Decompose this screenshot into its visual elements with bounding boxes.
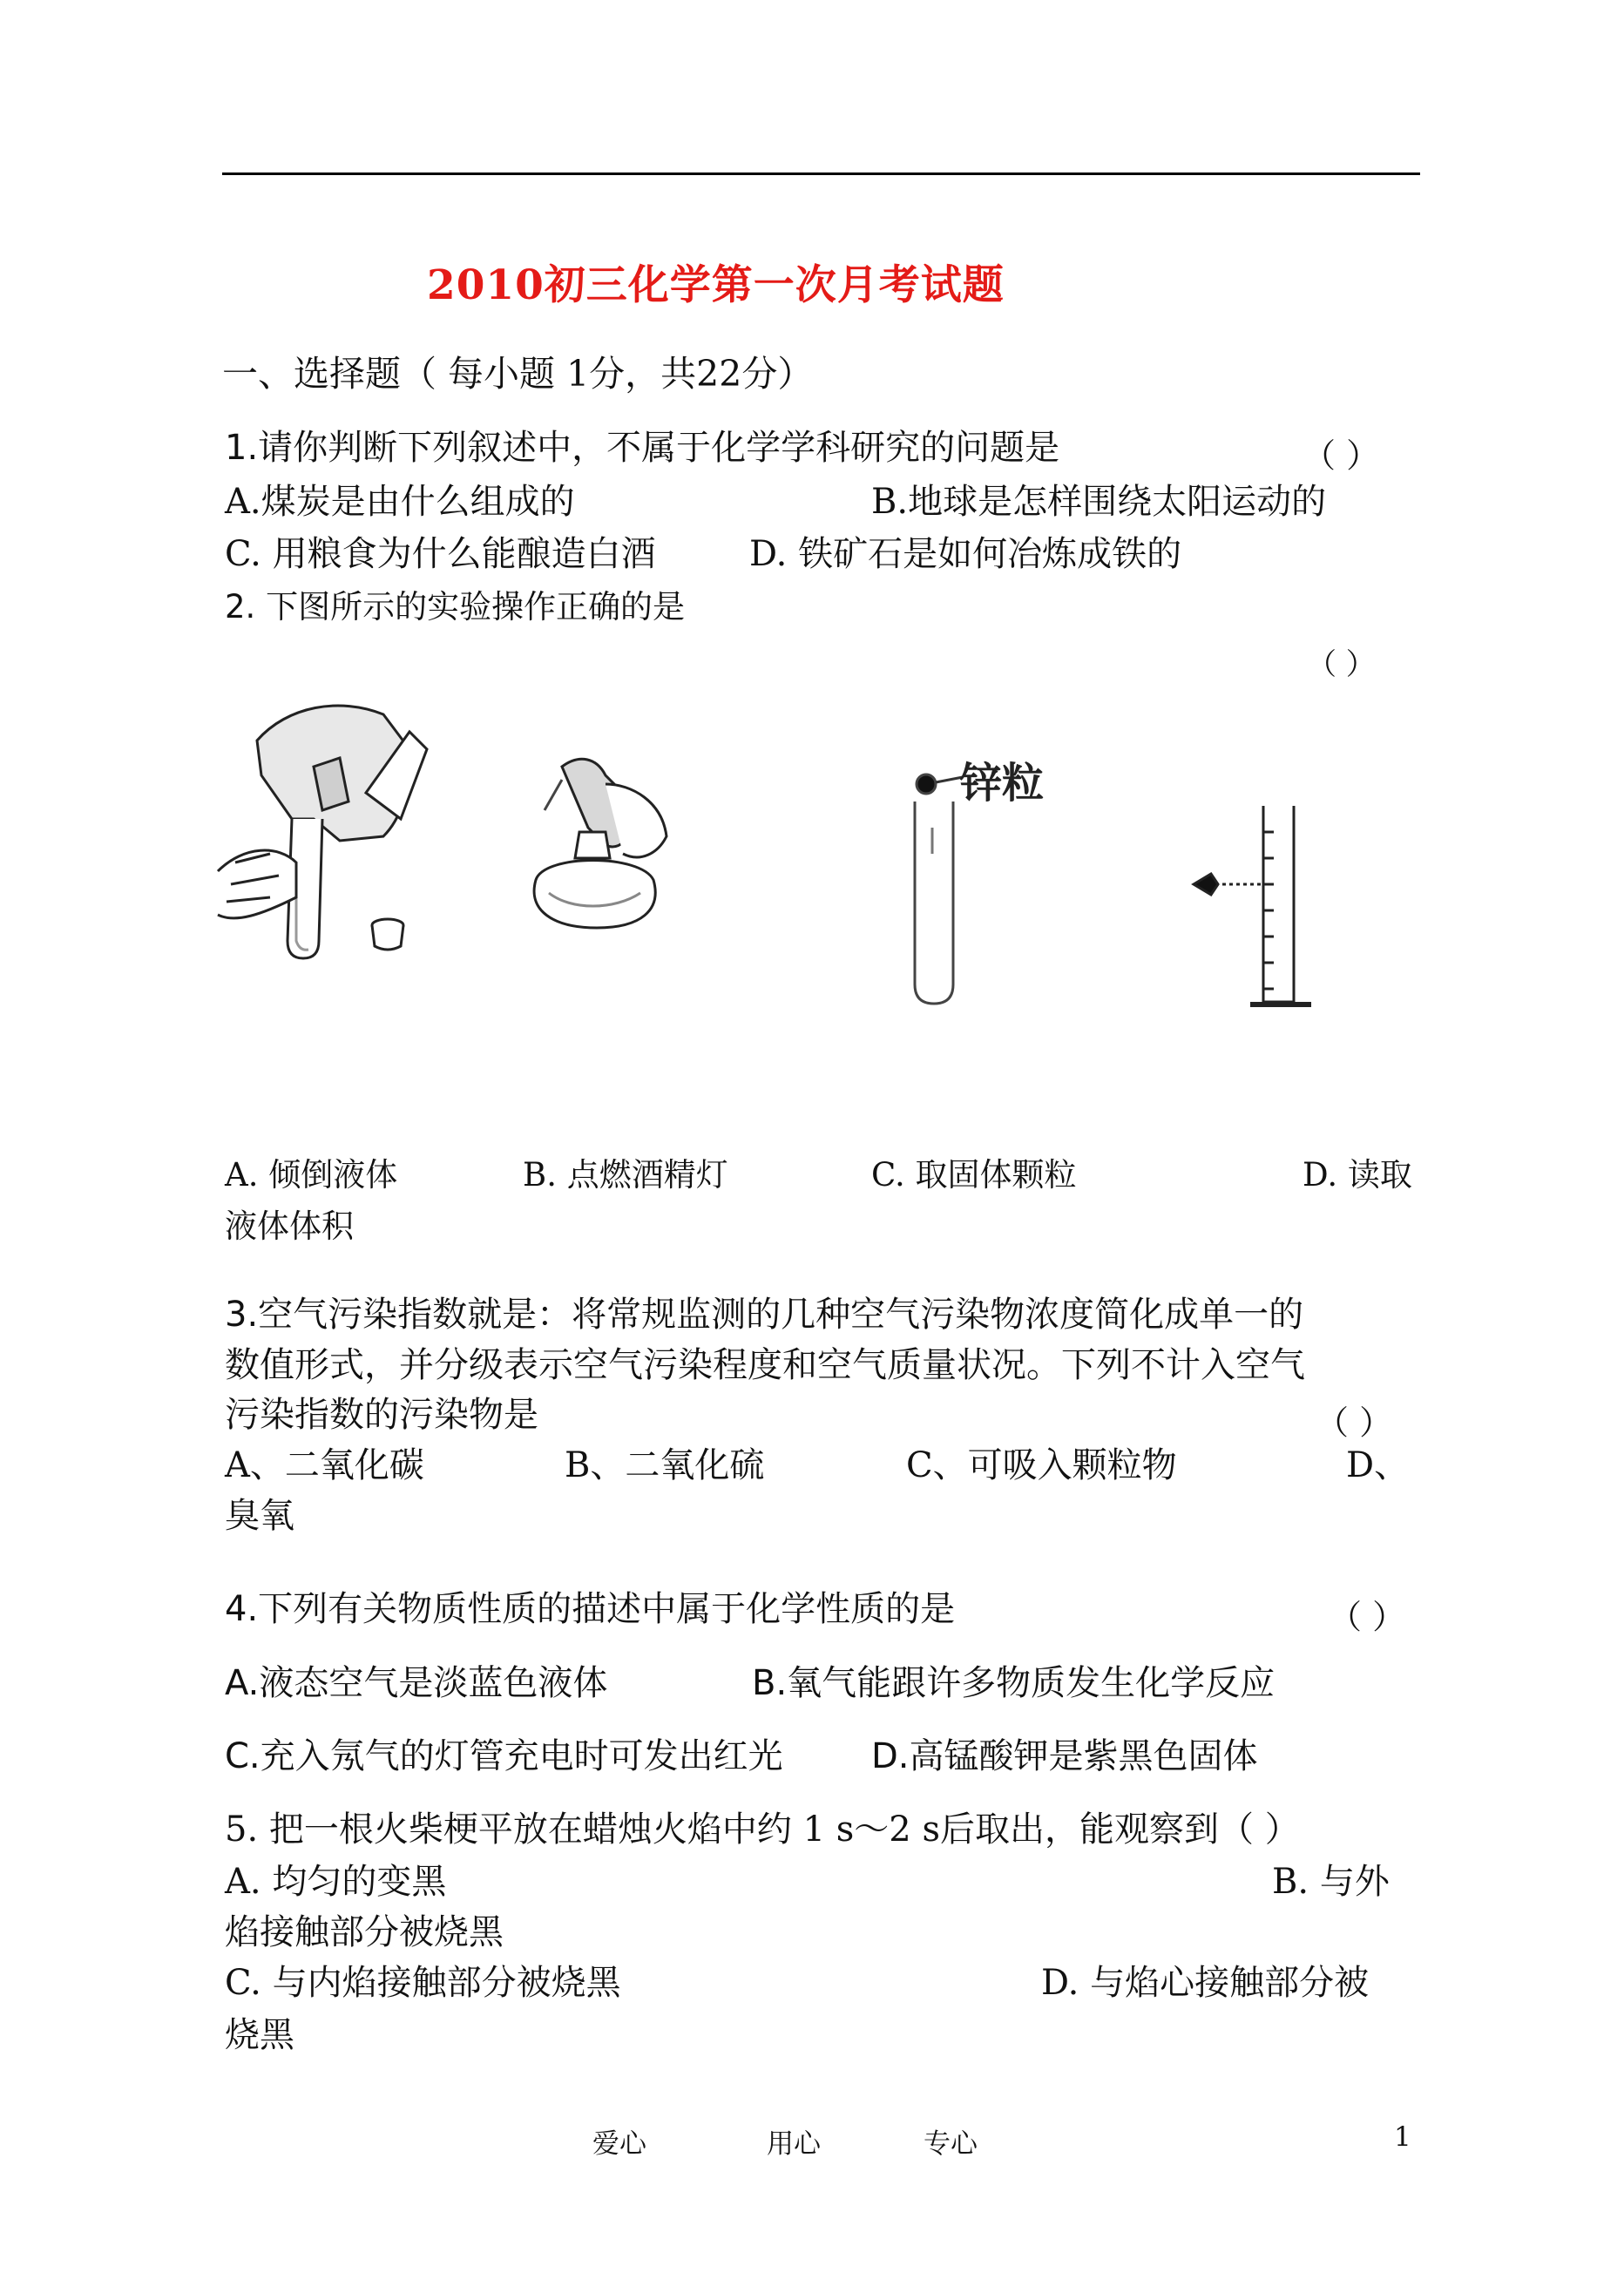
q2-option-b: B. 点燃酒精灯 xyxy=(523,1156,728,1194)
q1-stem: 1.请你判断下列叙述中，不属于化学学科研究的问题是 xyxy=(225,428,1060,468)
q2-option-d-cont: 液体体积 xyxy=(225,1207,354,1245)
footer-right: 专心 xyxy=(924,2128,978,2160)
q2-stem: 2. 下图所示的实验操作正确的是 xyxy=(225,588,686,626)
q4-stem: 4.下列有关物质性质的描述中属于化学性质的是 xyxy=(225,1589,956,1629)
q3-option-b: B、二氧化硫 xyxy=(565,1445,765,1485)
figure-alcohol-lamp xyxy=(510,749,684,941)
q5-option-d: D. 与焰心接触部分被 xyxy=(1041,1963,1370,2003)
q4-option-a: A.液态空气是淡蓝色液体 xyxy=(225,1663,608,1703)
q3-option-d: D、 xyxy=(1346,1445,1410,1485)
page-number: 1 xyxy=(1394,2121,1411,2153)
footer-left: 爱心 xyxy=(592,2128,646,2160)
q2-option-a: A. 倾倒液体 xyxy=(225,1156,398,1194)
q2-answer-paren: （ ） xyxy=(1307,647,1376,682)
q2-option-d: D. 读取 xyxy=(1303,1156,1412,1194)
q3-option-a: A、二氧化碳 xyxy=(225,1445,424,1485)
q1-option-c: C. 用粮食为什么能酿造白酒 xyxy=(225,534,656,574)
q3-option-c: C、可吸入颗粒物 xyxy=(906,1445,1177,1485)
q1-option-b: B.地球是怎样围绕太阳运动的 xyxy=(871,482,1327,522)
q5-stem: 5. 把一根火柴梗平放在蜡烛火焰中约 1 s～2 s后取出，能观察到（ ） xyxy=(225,1809,1300,1850)
q4-option-d: D.高锰酸钾是紫黑色固体 xyxy=(871,1736,1258,1776)
q3-option-d-cont: 臭氧 xyxy=(225,1496,294,1536)
q5-option-b-cont: 焰接触部分被烧黑 xyxy=(225,1912,504,1952)
q5-option-c: C. 与内焰接触部分被烧黑 xyxy=(225,1963,621,2003)
q4-answer-paren: （ ） xyxy=(1329,1598,1406,1636)
q4-option-c: C.充入氖气的灯管充电时可发出红光 xyxy=(225,1736,783,1776)
q3-stem-line2: 数值形式，并分级表示空气污染程度和空气质量状况。下列不计入空气 xyxy=(225,1345,1305,1385)
q3-stem-line3: 污染指数的污染物是 xyxy=(225,1395,538,1435)
figure-graduated-cylinder xyxy=(1185,797,1342,1024)
q1-option-d: D. 铁矿石是如何冶炼成铁的 xyxy=(749,534,1182,574)
q5-option-a: A. 均匀的变黑 xyxy=(225,1862,447,1902)
figure-test-tube-zinc xyxy=(897,723,1089,1011)
section-heading: 一、选择题（ 每小题 1分，共22分） xyxy=(222,353,814,395)
q5-option-b: B. 与外 xyxy=(1272,1862,1390,1902)
page-title: 2010初三化学第一次月考试题 xyxy=(427,261,1005,309)
q3-answer-paren: （ ） xyxy=(1316,1404,1393,1442)
q3-stem-line1: 3.空气污染指数就是：将常规监测的几种空气污染物浓度简化成单一的 xyxy=(225,1295,1304,1335)
zinc-label: 锌粒 xyxy=(960,759,1045,808)
q1-answer-paren: （ ） xyxy=(1303,436,1380,475)
q5-option-d-cont: 烧黑 xyxy=(225,2015,294,2055)
q1-option-a: A.煤炭是由什么组成的 xyxy=(225,482,575,522)
figure-pouring-liquid xyxy=(209,688,436,984)
header-rule xyxy=(222,172,1420,175)
q2-option-c: C. 取固体颗粒 xyxy=(871,1156,1077,1194)
footer-mid: 用心 xyxy=(767,2128,821,2160)
q4-option-b: B.氧气能跟许多物质发生化学反应 xyxy=(752,1663,1276,1703)
